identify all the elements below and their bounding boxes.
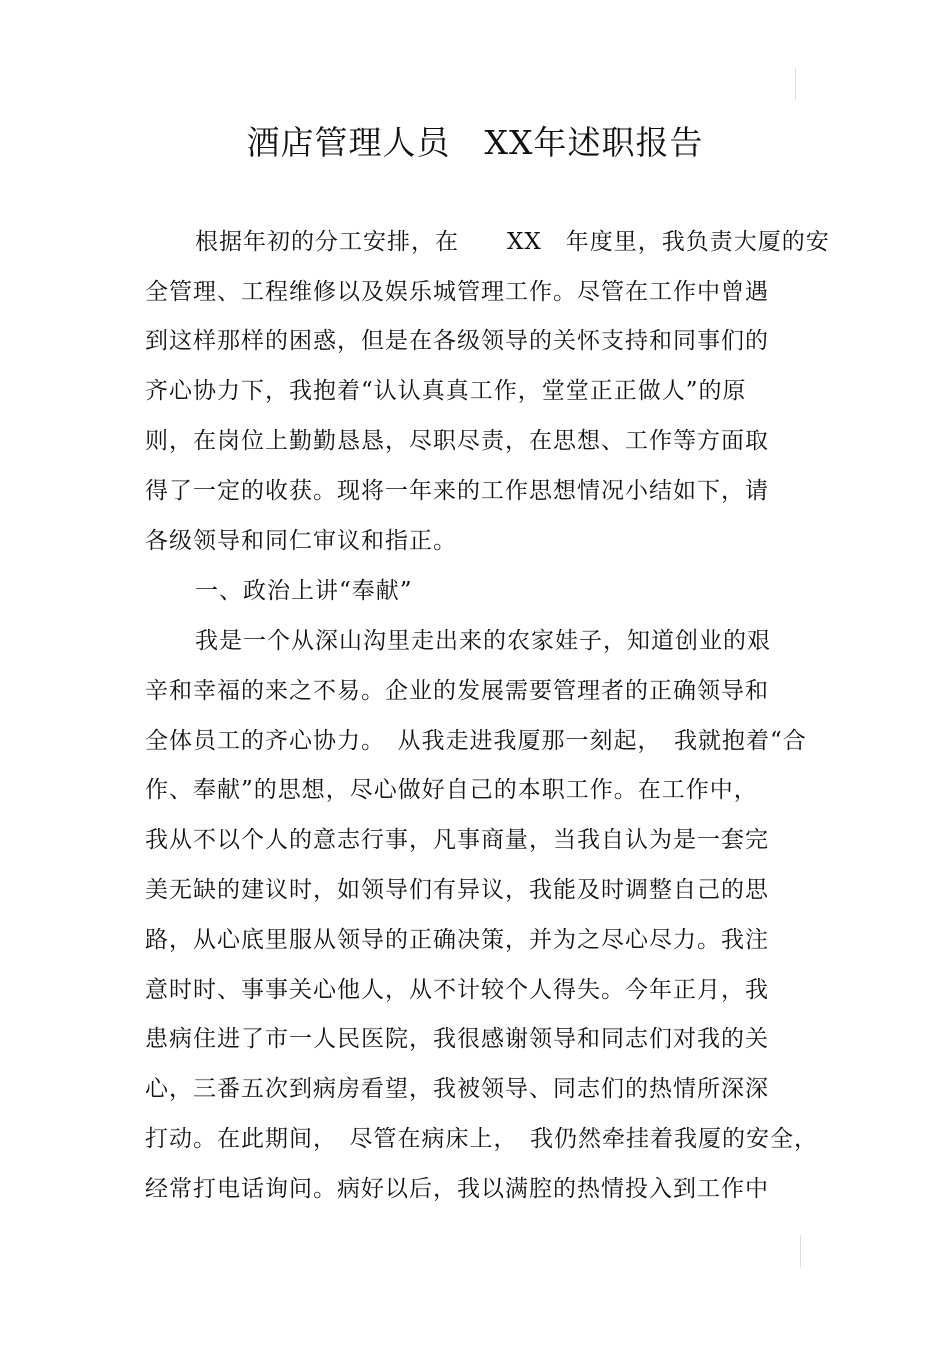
body-line: 根据年初的分工安排，在 XX 年度里，我负责大厦的安 — [195, 229, 830, 255]
body-line: 到这样那样的困惑，但是在各级领导的关怀支持和同事们的 — [145, 328, 769, 354]
body-line: 全体员工的齐心协力。 从我走进我厦那一刻起， 我就抱着“合 — [145, 728, 807, 754]
body-line: 全管理、工程维修以及娱乐城管理工作。尽管在工作中曾遇 — [145, 279, 769, 305]
document-title: 酒店管理人员 XX年述职报告 — [246, 123, 704, 162]
body-line: 我是一个从深山沟里走出来的农家娃子，知道创业的艰 — [195, 628, 771, 654]
section-heading: 一、政治上讲“奉献” — [195, 578, 413, 604]
body-line: 作、奉献”的思想，尽心做好自己的本职工作。在工作中， — [145, 777, 758, 803]
body-line: 打动。在此期间， 尽管在病床上， 我仍然牵挂着我厦的安全， — [145, 1126, 818, 1152]
body-line: 美无缺的建议时，如领导们有异议，我能及时调整自己的思 — [145, 877, 769, 903]
body-line: 路，从心底里服从领导的正确决策，并为之尽心尽力。我注 — [145, 927, 769, 953]
body-line: 心，三番五次到病房看望，我被领导、同志们的热情所深深 — [145, 1076, 769, 1102]
body-line: 经常打电话询问。病好以后，我以满腔的热情投入到工作中 — [145, 1176, 769, 1202]
body-line: 患病住进了市一人民医院，我很感谢领导和同志们对我的关 — [145, 1026, 769, 1052]
body-line: 我从不以个人的意志行事，凡事商量，当我自认为是一套完 — [145, 827, 769, 853]
body-line: 各级领导和同仁审议和指正。 — [145, 528, 457, 554]
body-line: 意时时、事事关心他人，从不计较个人得失。今年正月，我 — [145, 977, 769, 1003]
corner-mark-top — [795, 68, 796, 100]
body-line: 辛和幸福的来之不易。企业的发展需要管理者的正确领导和 — [145, 678, 769, 704]
body-line: 则，在岗位上勤勤恳恳，尽职尽责，在思想、工作等方面取 — [145, 428, 769, 454]
body-line: 得了一定的收获。现将一年来的工作思想情况小结如下，请 — [145, 478, 769, 504]
corner-mark-bottom — [800, 1235, 801, 1267]
body-line: 齐心协力下，我抱着“认认真真工作，堂堂正正做人”的原 — [145, 378, 747, 404]
